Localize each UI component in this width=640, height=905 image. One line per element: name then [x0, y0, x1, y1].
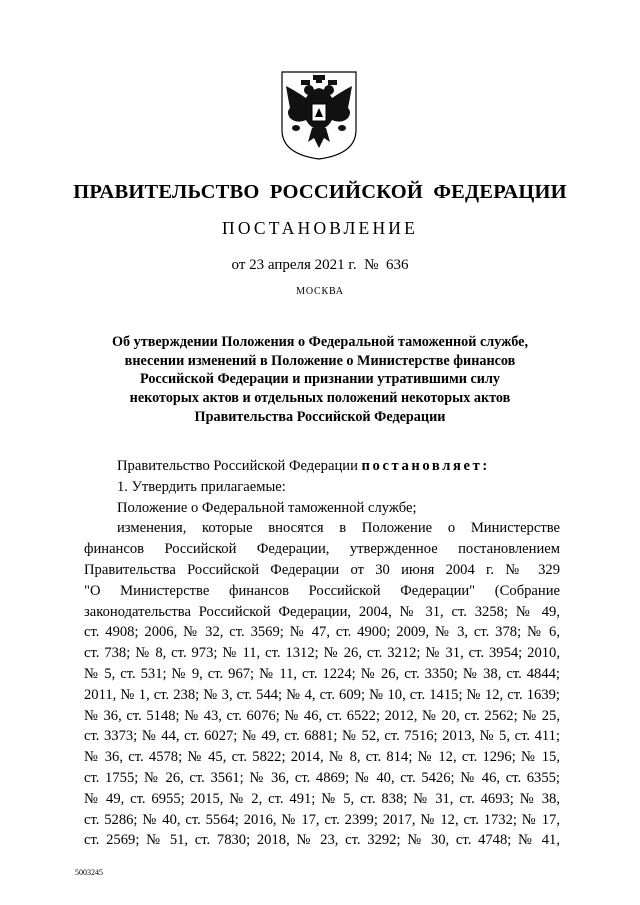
date-and-number: от 23 апреля 2021 г. № 636 — [231, 257, 409, 273]
changes-line: ст. 5286; № 40, ст. 5564; 2016, № 17, ст. 2399; 2017, № 12, ст. 1732; № 17, — [84, 811, 560, 828]
title-line: некоторых актов и отдельных положений некоторых актов — [129, 390, 511, 407]
changes-line: 2011, № 1, ст. 238; № 3, ст. 544; № 4, ст. 609; № 10, ст. 1415; № 12, ст. 1639; — [84, 686, 560, 703]
changes-line: ст. 4908; 2006, № 32, ст. 3569; № 47, ст. 4900; 2009, № 3, ст. 378; № 6, — [84, 624, 560, 641]
item-1: 1. Утвердить прилагаемые: — [117, 478, 286, 495]
document-type: ПОСТАНОВЛЕНИЕ — [221, 218, 419, 238]
changes-line: ст. 2569; № 51, ст. 7830; 2018, № 23, ст. 3292; № 30, ст. 4748; № 41, — [84, 832, 560, 849]
changes-line: № 36, ст. 5148; № 43, ст. 6076; № 46, ст. 6522; 2012, № 20, ст. 2562; № 25, — [84, 707, 560, 724]
document-code: 5003245 — [75, 868, 103, 877]
changes-line: Правительства Российской Федерации от 30 июня 2004 г. № 329 — [84, 561, 560, 578]
title-line: Об утверждении Положения о Федеральной таможенной службе, — [111, 334, 529, 350]
changes-line: № 5, ст. 531; № 9, ст. 967; № 11, ст. 1224; № 26, ст. 3350; № 38, ст. 4844; — [84, 665, 560, 682]
coat-of-arms-emblem — [276, 68, 362, 162]
intro-paragraph — [84, 456, 560, 477]
changes-line: законодательства Российской Федерации, 2004, № 31, ст. 3258; № 49, — [84, 603, 560, 620]
title-line: Российской Федерации и признании утратившими силу — [140, 371, 500, 388]
decree-body — [84, 456, 560, 851]
title-line: внесении изменений в Положение о Министерстве финансов — [124, 352, 516, 369]
item-1-regulation: Положение о Федеральной таможенной службе; — [117, 499, 417, 516]
changes-line: изменения, которые вносятся в Положение о Министерстве — [117, 520, 560, 537]
intro-text: Правительство Российской Федерации — [117, 458, 362, 474]
changes-line: финансов Российской Федерации, утвержденное постановлением — [84, 541, 560, 558]
changes-line: ст. 1755; № 26, ст. 3561; № 36, ст. 4869; № 40, ст. 5426; № 46, ст. 6355; — [84, 769, 560, 786]
changes-line: № 36, ст. 4578; № 45, ст. 5822; 2014, № 8, ст. 814; № 12, ст. 1296; № 15, — [84, 749, 560, 766]
changes-line: ст. 738; № 8, ст. 973; № 11, ст. 1312; № 26, ст. 3212; № 31, ст. 3954; 2010, — [84, 645, 560, 662]
intro-resolves: постановляет: — [361, 458, 490, 474]
city: МОСКВА — [296, 286, 344, 297]
title-line: Правительства Российской Федерации — [194, 408, 446, 425]
changes-line: ст. 3373; № 44, ст. 6027; № 49, ст. 6881; № 52, ст. 7516; 2013, № 5, ст. 411; — [84, 728, 560, 745]
changes-line: "О Министерстве финансов Российской Федерации" (Собрание — [84, 582, 560, 599]
government-name: ПРАВИТЕЛЬСТВО РОССИЙСКОЙ ФЕДЕРАЦИИ — [73, 181, 567, 203]
changes-line: № 49, ст. 6955; 2015, № 2, ст. 491; № 5, ст. 838; № 31, ст. 4693; № 38, — [84, 790, 560, 807]
decree-title — [90, 333, 550, 427]
